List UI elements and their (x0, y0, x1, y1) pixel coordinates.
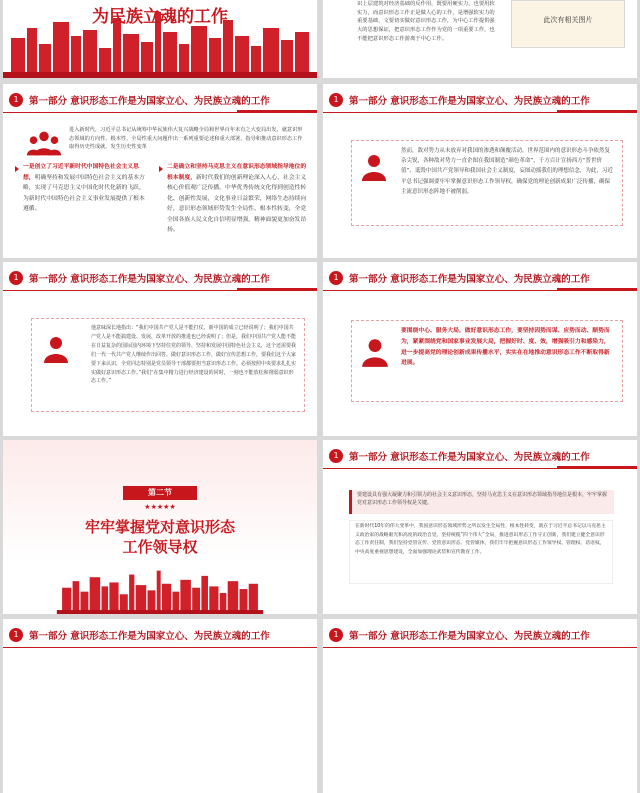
slide-bottom-left[interactable] (3, 619, 317, 793)
slide-mission[interactable] (323, 262, 637, 436)
slide-quote[interactable] (3, 262, 317, 436)
chapter-title-line1: 牢牢掌握党对意识形态 (84, 518, 235, 536)
bullet-arrow-icon (159, 166, 163, 172)
section-header (3, 623, 317, 648)
section-title: 第一部分 意识形态工作是为国家立心、为民族立魂的工作 (349, 631, 590, 642)
section-title: 第一部分 意识形态工作是为国家立心、为民族立魂的工作 (349, 274, 590, 285)
section-number-icon: 1 (9, 271, 23, 285)
section-header (3, 266, 317, 291)
section-title: 第一部分 意识形态工作是为国家立心、为民族立魂的工作 (349, 96, 590, 107)
city-skyline-icon (3, 568, 317, 614)
header-accent-bar (557, 466, 637, 469)
chapter-badge: 第二节 (123, 486, 197, 500)
header-accent-bar (557, 288, 637, 291)
slide-chapter[interactable] (3, 440, 317, 614)
header-accent-bar (557, 110, 637, 113)
chapter-title-line2: 工作领导权 (122, 538, 198, 556)
section-number-icon: 1 (329, 93, 343, 107)
section-number-icon: 1 (329, 449, 343, 463)
section-header (323, 266, 637, 291)
body-text: 在新时代10年的伟大变革中，我国意识形态领域形势之所以发生全局性、根本性转变，就在于习近平总书记以马克思主义政治家的战略眼光和高度的政治自觉，坚持统揽“四个伟大”全局，推进意识形态工作守正创新，我们建立健全意识形态工作责任制，我们坚持党管宣传、党管意识形态、党管媒体，我们牢牢把握意识形态工作领导权、管理权、话语权，中央高度重视思想建设，全面加强理论武装和宣传教育工作。 (355, 524, 606, 555)
section-header (3, 88, 317, 113)
section-title: 第一部分 意识形态工作是为国家立心、为民族立魂的工作 (29, 96, 270, 107)
banner-text: 要建设具有强大凝聚力和引领力的社会主义意识形态，坚持马克思主义在意识形态领域指导地位是根本，牢牢掌握党对意识形态工作领导权是关键。 (357, 492, 608, 506)
section-header (323, 623, 637, 648)
left-point-heading: 一是创立了习近平新时代中国特色社会主义思想， (23, 164, 139, 181)
slide-text: 要围绕中心、服务大局，做好意识形态工作，要坚持因势而谋、应势而动、顺势而为，紧紧围绕党和国家事业发展大局，把握好时、度、效，增强吸引力和感染力，进一步提高党的理论创新成果传播水平，实实在在地推动意识形态工作不断取得新进展。 (401, 328, 610, 367)
slide-text: 他意味深长地指出：“我们中国共产党人是不能打仗、新中国的成立已经说明了；我们中国共产党人是不能搞建设、发展，改革开放的推进也已经说明了；但是，我们中国共产党人能不能在日益复杂的国际国内环境下坚持住党的领导、坚持和发展中国特色社会主义，这个还需要我们一代一代共产党人继续作出回答。做好意识形态工作，做好宣传思想工作，要我们这个大家要下来认识，全党同志特别是党员领导干部都要担当意识形态工作。必须按照中央要求扎扎实实做好意识形态工作。”我们“在集中精力进行经济建设的同时，一刻也不能放松和削弱意识形态工作。” (91, 325, 297, 385)
section-number-icon: 1 (9, 93, 23, 107)
slide-last[interactable] (323, 440, 637, 614)
section-title: 第一部分 意识形态工作是为国家立心、为民族立魂的工作 (349, 452, 590, 463)
stars: ★★★★★ (144, 503, 176, 511)
left-point (23, 162, 149, 215)
meeting-icon (25, 128, 63, 158)
slide-title-top[interactable] (3, 0, 317, 78)
intro-text: 进入新时代，习近平总书记从统筹中华民族伟大复兴战略全局和世界百年未有之大变局出发，就意识形态领域的方向性、根本性、全局性重大问题作出一系列重要论述和重大部署，指导和推动意识形态工作取得历史性成就、发生历史性变革 (69, 127, 303, 150)
header-accent-bar (237, 110, 317, 113)
right-point-heading: 二是确立和坚持马克思主义在意识形态领域指导地位的根本制度， (167, 164, 307, 181)
right-point (167, 162, 309, 236)
slide-intro[interactable] (3, 84, 317, 258)
section-header (323, 444, 637, 469)
section-number-icon: 1 (329, 271, 343, 285)
section-header (323, 88, 637, 113)
section-title: 第一部分 意识形态工作是为国家立心、为民族立魂的工作 (29, 274, 270, 285)
section-number-icon: 1 (329, 628, 343, 642)
slide-text: 然而，敌对势力从未放弃对我国的渗透和颠覆活动，世界范围内的意识形态斗争依然复杂尖锐，各种敌对势力一直企图在我国制造“颜色革命”，千方百计宣扬西方“普世价值”、诋毁中国共产党领导和我国社会主义制度，妄图动摇我们的理想信念，为此，习近平总书记强调要牢牢掌握意识形态工作领导权，确保党的理论创新成果广泛传播，确保主流意识形态阵地不被削弱。 (401, 148, 613, 195)
right-point-body: 新时代我们的创新理论深入人心，社会主义核心价值观广泛传播，中华优秀传统文化得到创造性转化、创新性发展，文化事业日益繁荣，网络生态持续向好，意识形态领域形势发生全局性、根本性转变，全党全国各族人民文化自信明显增强，精神面貌更加奋发昂扬。 (167, 174, 307, 233)
left-point-body: 明确坚持和发展中国特色社会主义的基本方略，实现了马克思主义中国化时代化新的飞跃，为新时代中国特色社会主义事业发展提供了根本遵循。 (23, 174, 145, 212)
image-caption: 此次有相关图片 (543, 16, 593, 24)
section-number-icon: 1 (9, 628, 23, 642)
section-title: 第一部分 意识形态工作是为国家立心、为民族立魂的工作 (29, 631, 270, 642)
slide-title: 为民族立魂的工作 (92, 7, 228, 27)
slide-fresh[interactable] (323, 84, 637, 258)
slide-top-right[interactable] (323, 0, 637, 78)
slide-text: 识上层建筑对经济基础的反作用，既要用硬实力，也要用软实力，而意识形态工作正是做人心的工作，是增强软实力的重要基础，文要切实做好意识形态工作，为中心工作提供强大的思想保证，把意识形态工作作为党的一项重要工作，也不能把意识形态工作游离于中心工作。 (357, 1, 495, 42)
bullet-arrow-icon (15, 166, 19, 172)
header-accent-bar (237, 288, 317, 291)
image-placeholder (511, 0, 625, 48)
slide-bottom-right[interactable] (323, 619, 637, 793)
